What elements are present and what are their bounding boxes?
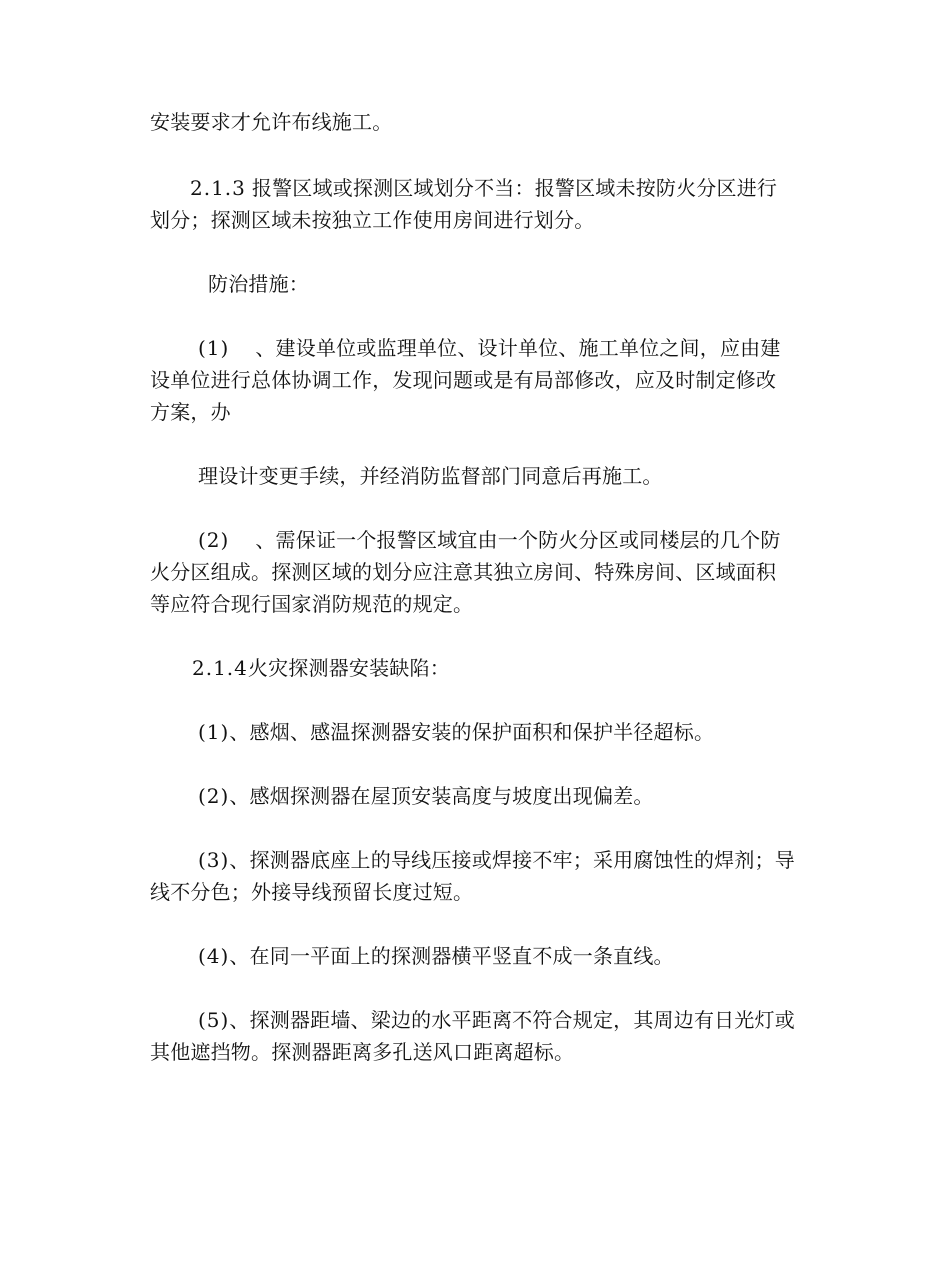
paragraph-text: 、感烟、感温探测器安装的保护面积和保护半径超标。 — [229, 720, 715, 744]
paragraph-measure-1-continued — [150, 460, 796, 492]
paragraph-prevention-heading — [150, 268, 796, 300]
document-body — [150, 106, 796, 1068]
section-number: 2.1.4 — [192, 656, 248, 680]
paragraph-text: 、感烟探测器在屋顶安装高度与坡度出现偏差。 — [229, 784, 654, 808]
item-number: (1) — [198, 336, 230, 360]
paragraph-text: 理设计变更手续，并经消防监督部门同意后再施工。 — [198, 464, 663, 488]
paragraph-text: 、建设单位或监理单位、设计单位、施工单位之间，应由建设单位进行总体协调工作，发现问题或是有局部修改，应及时制定修改方案，办 — [150, 336, 781, 424]
paragraph-install-requirement — [150, 106, 796, 138]
paragraph-defect-1 — [150, 716, 796, 748]
item-number: (3) — [198, 848, 230, 872]
paragraph-defect-4 — [150, 940, 796, 972]
paragraph-text: 火灾探测器安装缺陷： — [247, 656, 450, 680]
item-number: (1) — [198, 720, 230, 744]
paragraph-text: 安装要求才允许布线施工。 — [150, 110, 393, 134]
paragraph-text: 、探测器底座上的导线压接或焊接不牢；采用腐蚀性的焊剂；导线不分色；外接导线预留长度过短。 — [150, 848, 795, 904]
item-number: (2) — [198, 528, 230, 552]
paragraph-text: 、探测器距墙、梁边的水平距离不符合规定，其周边有日光灯或其他遮挡物。探测器距离多孔送风口距离超标。 — [150, 1008, 795, 1064]
item-number: (4) — [198, 944, 230, 968]
paragraph-2-1-4 — [150, 652, 796, 684]
paragraph-text: 防治措施： — [208, 272, 309, 296]
paragraph-defect-5 — [150, 1004, 796, 1068]
paragraph-defect-3 — [150, 844, 796, 908]
paragraph-measure-2 — [150, 524, 796, 620]
paragraph-text: 、在同一平面上的探测器横平竖直不成一条直线。 — [229, 944, 674, 968]
item-number: (5) — [198, 1008, 230, 1032]
paragraph-defect-2 — [150, 780, 796, 812]
paragraph-text: 报警区域或探测区域划分不当：报警区域未按防火分区进行划分；探测区域未按独立工作使用房间进行划分。 — [150, 176, 778, 232]
section-number: 2.1.3 — [190, 176, 246, 200]
paragraph-measure-1 — [150, 332, 796, 428]
item-number: (2) — [198, 784, 230, 808]
paragraph-2-1-3 — [150, 172, 796, 236]
paragraph-text: 、需保证一个报警区域宜由一个防火分区或同楼层的几个防火分区组成。探测区域的划分应注意其独立房间、特殊房间、区域面积等应符合现行国家消防规范的规定。 — [150, 528, 781, 616]
